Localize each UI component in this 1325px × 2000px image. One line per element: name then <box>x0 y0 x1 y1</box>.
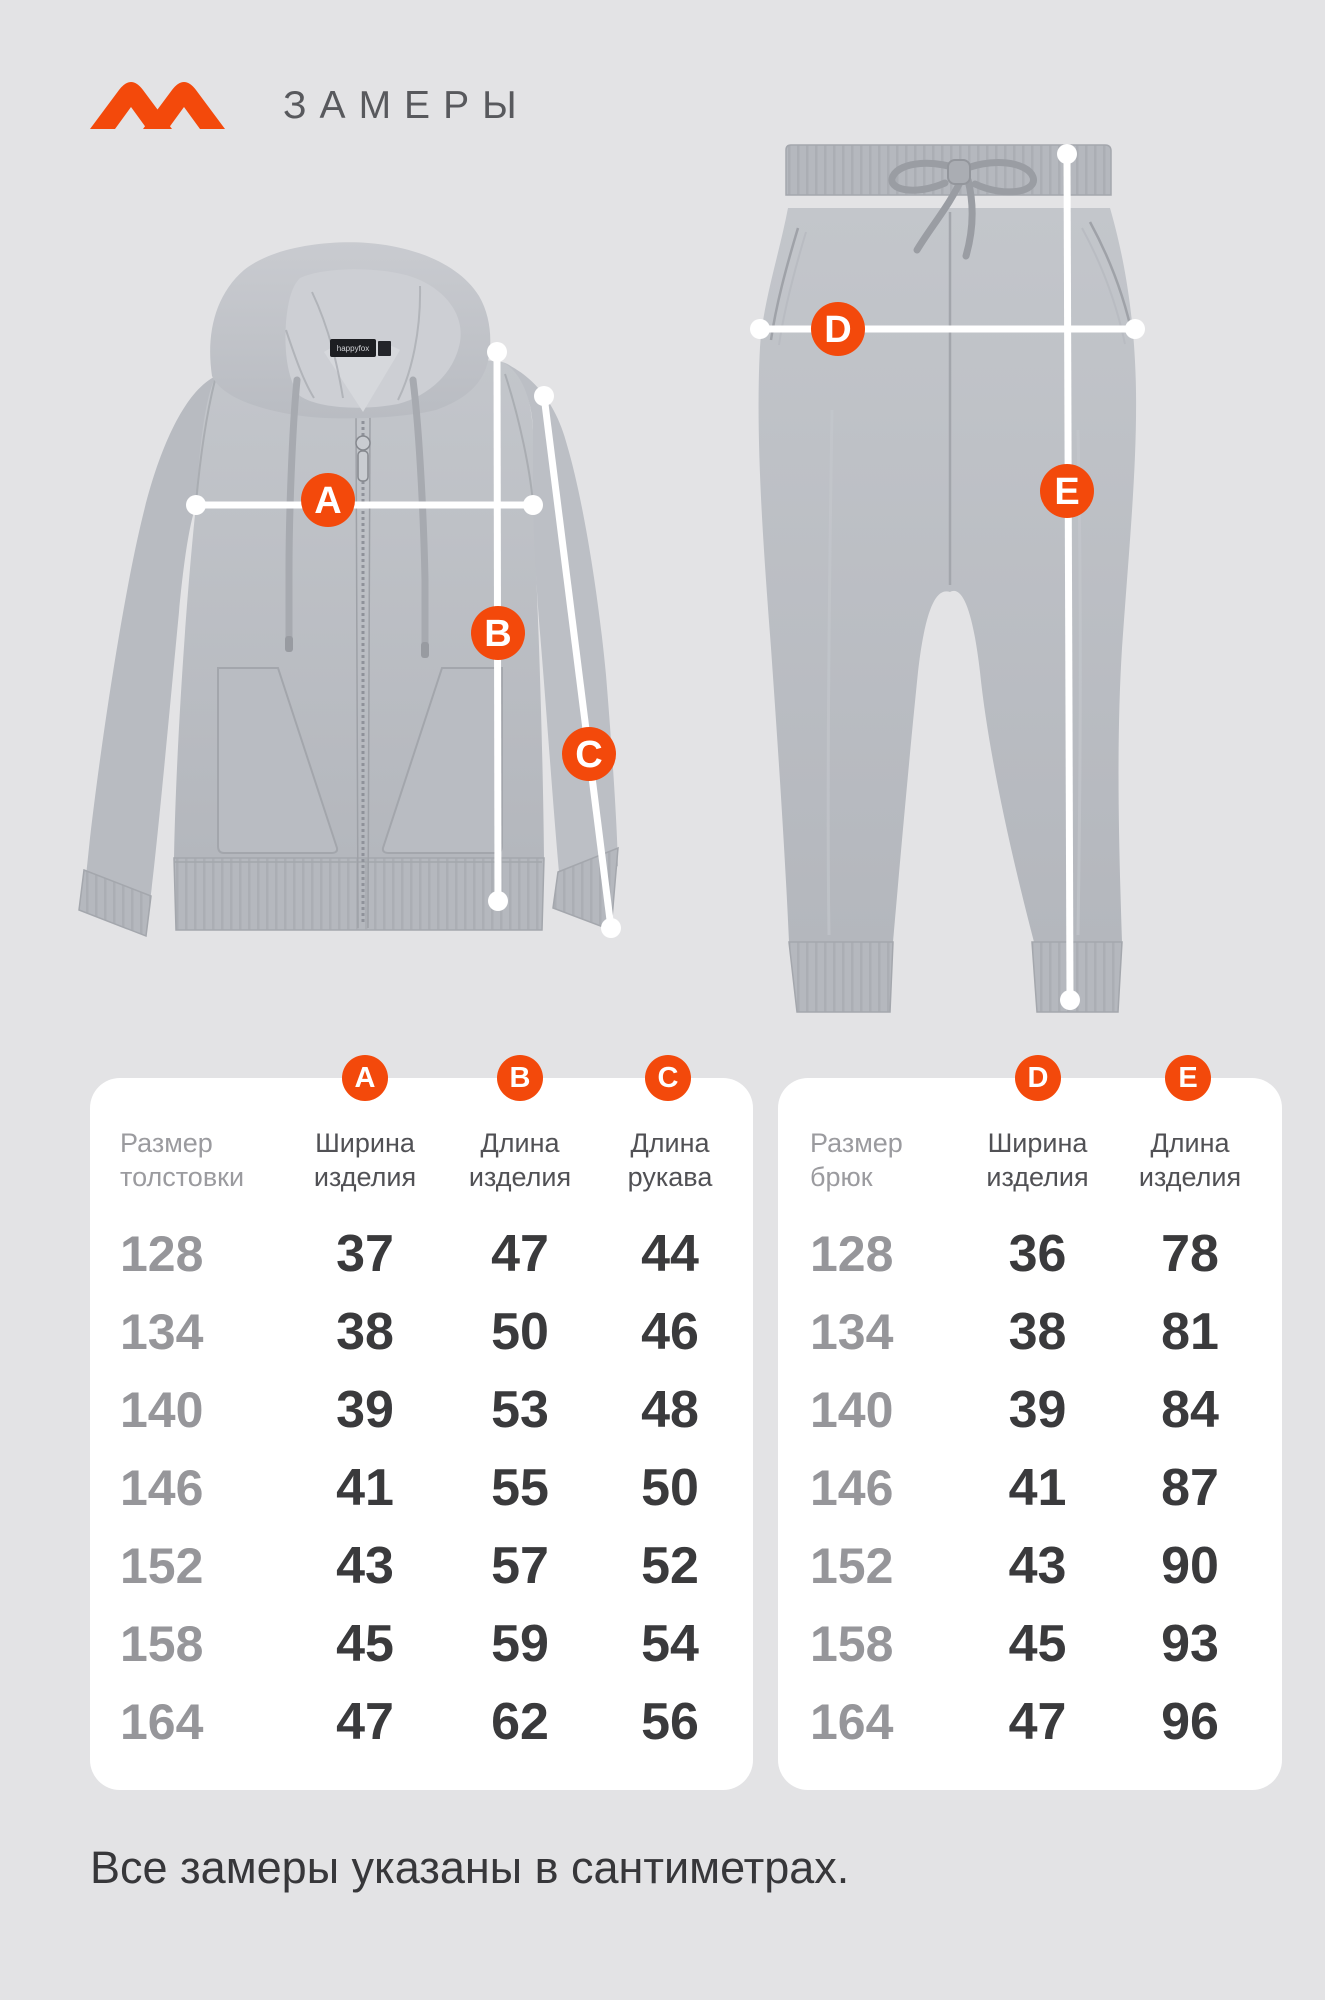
table-row: 158 45 59 54 <box>120 1615 699 1673</box>
hoodie-hem-rib <box>174 858 544 930</box>
table-badge-d: D <box>1015 1055 1061 1101</box>
zipper-slider <box>356 436 370 450</box>
table-row: 146 41 87 <box>810 1459 1219 1517</box>
marker-badge-e <box>1040 464 1094 518</box>
table-row: 152 43 57 52 <box>120 1537 699 1595</box>
pants-illustration <box>750 144 1145 1012</box>
marker-badge-d <box>811 302 865 356</box>
svg-text:D: D <box>824 309 852 351</box>
table-rows <box>778 1215 1282 1761</box>
column-header-sleeve: Длина рукава <box>627 1128 713 1192</box>
column-header-length: Длина изделия <box>1138 1128 1242 1192</box>
table-badge-c: C <box>645 1055 691 1101</box>
marker-badge-b <box>471 606 525 660</box>
drawcord-aglet <box>421 642 429 658</box>
zipper-pull <box>358 451 368 481</box>
table-row: 134 38 81 <box>810 1303 1219 1361</box>
table-row: 128 36 78 <box>810 1225 1219 1283</box>
table-row: 134 38 50 46 <box>120 1303 699 1361</box>
table-badge-a: A <box>342 1055 388 1101</box>
table-badge-b: B <box>497 1055 543 1101</box>
table-row: 164 47 96 <box>810 1693 1219 1751</box>
table-row: 158 45 93 <box>810 1615 1219 1673</box>
table-rows <box>90 1215 753 1761</box>
page-title: ЗАМЕРЫ <box>283 84 530 127</box>
hoodie-illustration <box>79 242 621 938</box>
svg-text:E: E <box>1054 471 1080 513</box>
pants-left-cuff <box>789 942 893 1012</box>
table-row: 140 39 53 48 <box>120 1381 699 1439</box>
table-header <box>90 1126 753 1194</box>
column-header-size: Размер толстовки <box>120 1128 245 1192</box>
table-header <box>778 1126 1282 1194</box>
svg-text:C: C <box>575 734 603 776</box>
table-row: 128 37 47 44 <box>120 1225 699 1283</box>
table-badge-e: E <box>1165 1055 1211 1101</box>
column-header-width: Ширина изделия <box>313 1128 417 1192</box>
table-row: 146 41 55 50 <box>120 1459 699 1517</box>
svg-text:happyfox: happyfox <box>336 344 370 353</box>
svg-text:A: A <box>314 480 342 522</box>
table-row: 152 43 90 <box>810 1537 1219 1595</box>
column-header-size: Размер брюк <box>810 1128 903 1192</box>
drawcord-aglet <box>285 636 293 652</box>
drawstring-knot <box>948 160 970 184</box>
marker-badge-a <box>301 473 355 527</box>
column-header-length: Длина изделия <box>468 1128 572 1192</box>
footer-note: Все замеры указаны в сантиметрах. <box>90 1842 850 1893</box>
marker-badge-c <box>562 727 616 781</box>
size-table-hoodie <box>90 1062 753 1790</box>
table-row: 140 39 84 <box>810 1381 1219 1439</box>
table-row: 164 47 62 56 <box>120 1693 699 1751</box>
svg-text:B: B <box>484 613 512 655</box>
column-header-width: Ширина изделия <box>986 1128 1089 1192</box>
brand-label <box>330 339 391 357</box>
size-table-pants <box>778 1062 1282 1790</box>
